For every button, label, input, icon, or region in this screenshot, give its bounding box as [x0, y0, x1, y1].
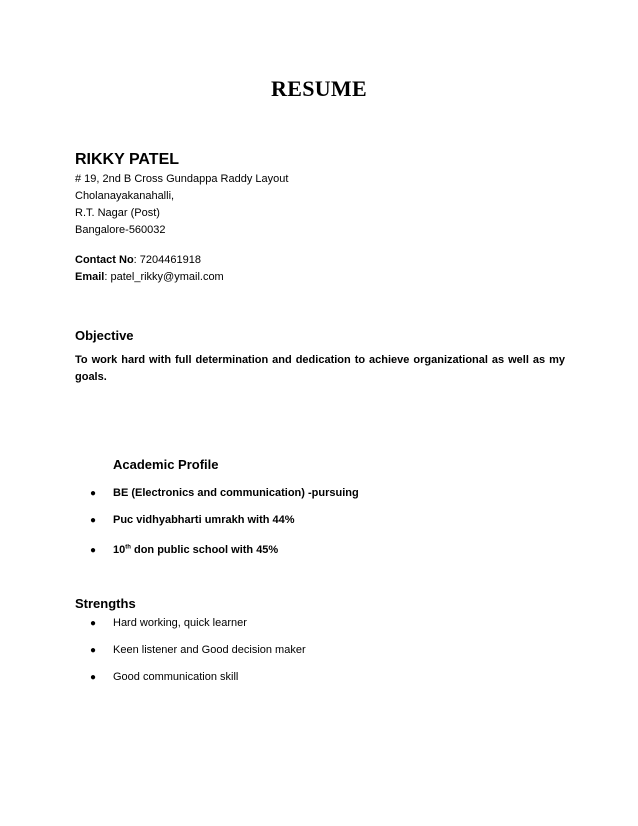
strengths-heading: Strengths — [75, 596, 136, 611]
academic-item — [90, 514, 295, 526]
academic-item-prefix: 10 — [113, 544, 126, 556]
strength-item-text: Keen listener and Good decision maker — [113, 644, 306, 656]
address-line: # 19, 2nd B Cross Gundappa Raddy Layout — [75, 173, 289, 185]
academic-item — [90, 544, 278, 556]
academic-item-text: Puc vidhyabharti umrakh with 44% — [113, 514, 295, 526]
academic-item-text — [113, 544, 278, 556]
academic-item-text: BE (Electronics and communication) -pursuing — [113, 487, 359, 499]
address-block — [75, 171, 288, 239]
strength-item — [90, 671, 238, 683]
bullet-icon: ● — [90, 515, 97, 526]
email-value: : patel_rikky@ymail.com — [104, 271, 224, 283]
academic-profile-heading: Academic Profile — [113, 457, 219, 472]
superscript: th — [125, 544, 131, 551]
resume-title: RESUME — [271, 76, 367, 101]
email-label: Email — [75, 271, 105, 283]
bullet-icon: ● — [90, 645, 97, 656]
strength-item — [90, 644, 306, 656]
bullet-icon: ● — [90, 672, 97, 683]
candidate-name: RIKKY PATEL — [75, 151, 180, 168]
academic-item — [90, 487, 359, 499]
address-line: Bangalore-560032 — [75, 224, 166, 236]
objective-text: To work hard with full determination and dedication to achieve organizational as well as my goals. — [75, 354, 565, 383]
contact-number-value: : 7204461918 — [133, 254, 201, 266]
contact-block — [75, 252, 224, 286]
strength-item — [90, 617, 247, 629]
bullet-icon: ● — [90, 545, 97, 556]
address-line: Cholanayakanahalli, — [75, 190, 175, 202]
strength-item-text: Good communication skill — [113, 671, 239, 683]
email-row — [75, 269, 224, 286]
academic-item-rest: don public school with 45% — [130, 544, 279, 556]
contact-number-label: Contact No — [75, 254, 134, 266]
strength-item-text: Hard working, quick learner — [113, 617, 247, 629]
address-line: R.T. Nagar (Post) — [75, 207, 160, 219]
bullet-icon: ● — [90, 488, 97, 499]
bullet-icon: ● — [90, 618, 97, 629]
contact-number-row — [75, 252, 224, 269]
objective-heading: Objective — [75, 328, 134, 343]
